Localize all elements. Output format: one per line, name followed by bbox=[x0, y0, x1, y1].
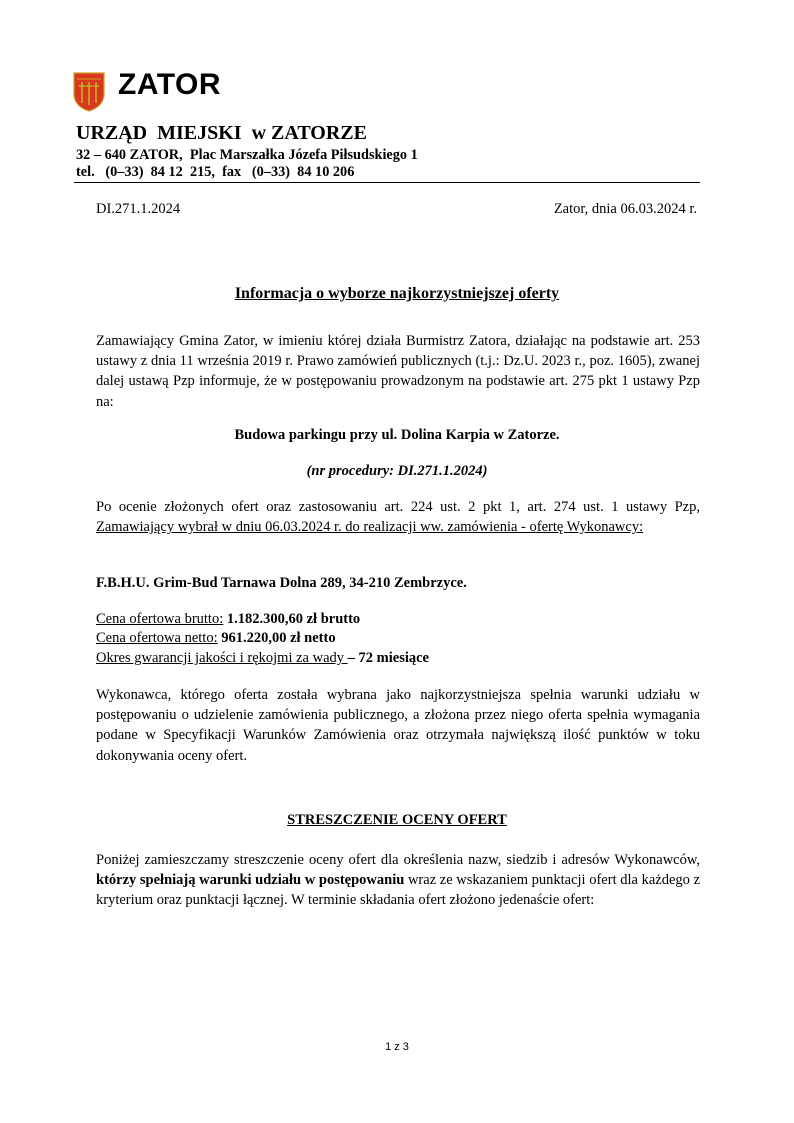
office-name: URZĄD MIEJSKI w ZATORZE bbox=[76, 122, 367, 144]
document-title: Informacja o wyborze najkorzystniejszej oferty bbox=[234, 285, 560, 302]
project-name: Budowa parkingu przy ul. Dolina Karpia w Zatorze. bbox=[234, 427, 560, 443]
place-date: Zator, dnia 06.03.2024 r. bbox=[553, 201, 697, 217]
summary-text-bold: którzy spełniają warunki udziału w postępowaniu bbox=[96, 872, 405, 889]
reference-number: DI.271.1.2024 bbox=[96, 201, 181, 217]
evaluation-paragraph bbox=[96, 497, 700, 537]
summary-heading: STRESZCZENIE OCENY OFERT bbox=[287, 812, 507, 828]
gross-price-label: Cena ofertowa brutto: bbox=[96, 611, 224, 627]
summary-text-start: Poniżej zamieszczamy streszczenie oceny ofert dla określenia nazw, siedzib i adresów Wykonawców, bbox=[96, 852, 700, 868]
evaluation-text: Po ocenie złożonych ofert oraz zastosowaniu art. 224 ust. 2 pkt 1, art. 274 ust. 1 ustawy Pzp, bbox=[96, 499, 700, 515]
intro-paragraph: Zamawiający Gmina Zator, w imieniu której działa Burmistrz Zatora, działając na podstawie art. 253 ustawy z dnia 11 września 2019 r. Prawo zamówień publicznych (t.j.: Dz.U. 2023 r., poz. 1605), zwanej dalej ustawą Pzp informuje, że w postępowaniu prowadzonym na podstawie art. 275 pkt 1 ustawy Pzp na: bbox=[96, 333, 700, 410]
procedure-number: (nr procedury: DI.271.1.2024) bbox=[306, 463, 488, 479]
page-number: 1 z 3 bbox=[385, 1041, 409, 1053]
selected-contractor: F.B.H.U. Grim-Bud Tarnawa Dolna 289, 34-210 Zembrzyce. bbox=[96, 575, 467, 591]
justification-paragraph: Wykonawca, którego oferta została wybrana jako najkorzystniejsza spełnia warunki udziału w postępowaniu o udzielenie zamówienia publicznego, a złożona przez niego oferta spełnia wymagania podane w Specyfikacji Warunków Zamówienia oraz otrzymała największą ilość punktów w toku dokonywania oceny ofert. bbox=[96, 687, 700, 764]
warranty-value: – 72 miesiące bbox=[347, 650, 429, 666]
header-divider bbox=[74, 182, 700, 183]
summary-paragraph bbox=[96, 850, 700, 911]
warranty-row bbox=[96, 650, 429, 667]
zator-crest-icon bbox=[73, 72, 105, 112]
net-price-value: 961.220,00 zł netto bbox=[217, 630, 336, 646]
net-price-row bbox=[96, 630, 336, 647]
office-contact: tel. (0–33) 84 12 215, fax (0–33) 84 10 206 bbox=[76, 164, 355, 180]
gross-price-row bbox=[96, 611, 360, 628]
net-price-label: Cena ofertowa netto: bbox=[96, 630, 218, 646]
brand-name: ZATOR bbox=[118, 68, 222, 101]
gross-price-value: 1.182.300,60 zł brutto bbox=[223, 611, 361, 627]
summary-text-end: wraz ze wskazaniem punktacji ofert dla każdego z kryterium oraz punktacji łącznej. W terminie składania ofert złożono jedenaście ofert: bbox=[96, 872, 700, 909]
warranty-label: Okres gwarancji jakości i rękojmi za wady bbox=[96, 650, 348, 666]
office-address: 32 – 640 ZATOR, Plac Marszałka Józefa Piłsudskiego 1 bbox=[76, 147, 418, 163]
selection-statement: Zamawiający wybrał w dniu 06.03.2024 r. do realizacji ww. zamówienia - ofertę Wykonawcy: bbox=[96, 519, 644, 536]
